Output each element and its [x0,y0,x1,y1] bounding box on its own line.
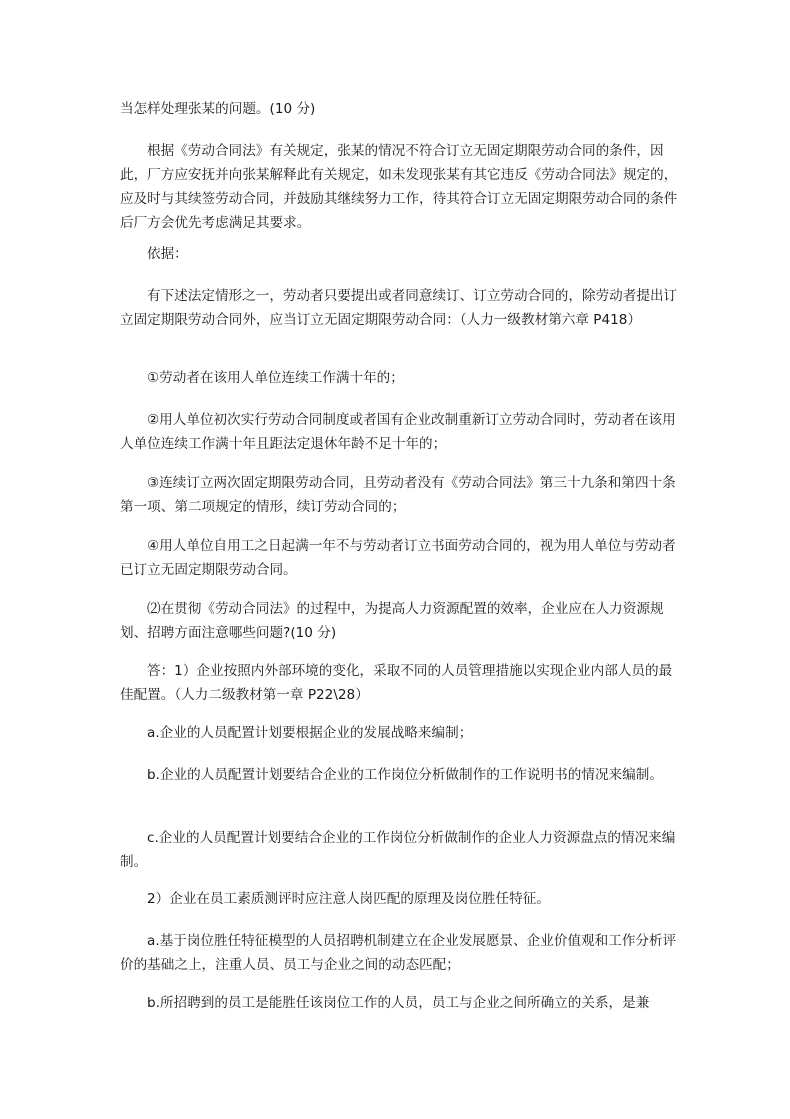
paragraph-basis-heading: 依据： [147,246,188,262]
paragraph-condition-1: ①劳动者在该用人单位连续工作满十年的； [147,370,404,386]
paragraph-point-a-2: a.基于岗位胜任特征模型的人员招聘机制建立在企业发展愿景、企业价值观和工作分析评价的基础之上，注重人员、员工与企业之间的动态匹配； [120,933,677,973]
paragraph-answer-2-part2: 2）企业在员工素质测评时应注意人岗匹配的原理及岗位胜任特征。 [147,891,550,907]
paragraph-point-a: a.企业的人员配置计划要根据企业的发展战略来编制； [147,725,473,741]
paragraph-question-2: ⑵在贯彻《劳动合同法》的过程中，为提高人力资源配置的效率，企业应在人力资源规划、招聘方面注意哪些问题?(10 分) [120,601,664,641]
paragraph-point-c: c.企业的人员配置计划要结合企业的工作岗位分析做制作的企业人力资源盘点的情况来编制。 [120,830,676,870]
paragraph-condition-2: ②用人单位初次实行劳动合同制度或者国有企业改制重新订立劳动合同时，劳动者在该用人单位连续工作满十年且距法定退休年龄不足十年的； [120,412,676,452]
paragraph-condition-3: ③连续订立两次固定期限劳动合同，且劳动者没有《劳动合同法》第三十九条和第四十条第一项、第二项规定的情形，续订劳动合同的； [120,475,676,515]
paragraph-answer-2-intro: 答：1）企业按照内外部环境的变化，采取不同的人员管理措施以实现企业内部人员的最佳配置。（人力二级教材第一章 P22\28） [120,663,673,703]
paragraph-question-continuation: 当怎样处理张某的问题。(10 分) [120,101,316,117]
paragraph-point-b-2: b.所招聘到的员工是能胜任该岗位工作的人员，员工与企业之间所确立的关系，是兼 [147,995,650,1011]
paragraph-legal-conditions: 有下述法定情形之一，劳动者只要提出或者同意续订、订立劳动合同的，除劳动者提出订立固定期限劳动合同外，应当订立无固定期限劳动合同：（人力一级教材第六章 P418） [120,288,678,328]
paragraph-answer-main: 根据《劳动合同法》有关规定，张某的情况不符合订立无固定期限劳动合同的条件，因此，厂方应安抚并向张某解释此有关规定，如未发现张某有其它违反《劳动合同法》规定的，应及时与其续签劳动合同，并鼓励其继续努力工作，待其符合订立无固定期限劳动合同的条件后厂方会优先考虑满足其要求。 [120,143,678,231]
paragraph-point-b: b.企业的人员配置计划要结合企业的工作岗位分析做制作的工作说明书的情况来编制。 [147,767,663,783]
paragraph-condition-4: ④用人单位自用工之日起满一年不与劳动者订立书面劳动合同的，视为用人单位与劳动者已订立无固定期限劳动合同。 [120,538,676,578]
